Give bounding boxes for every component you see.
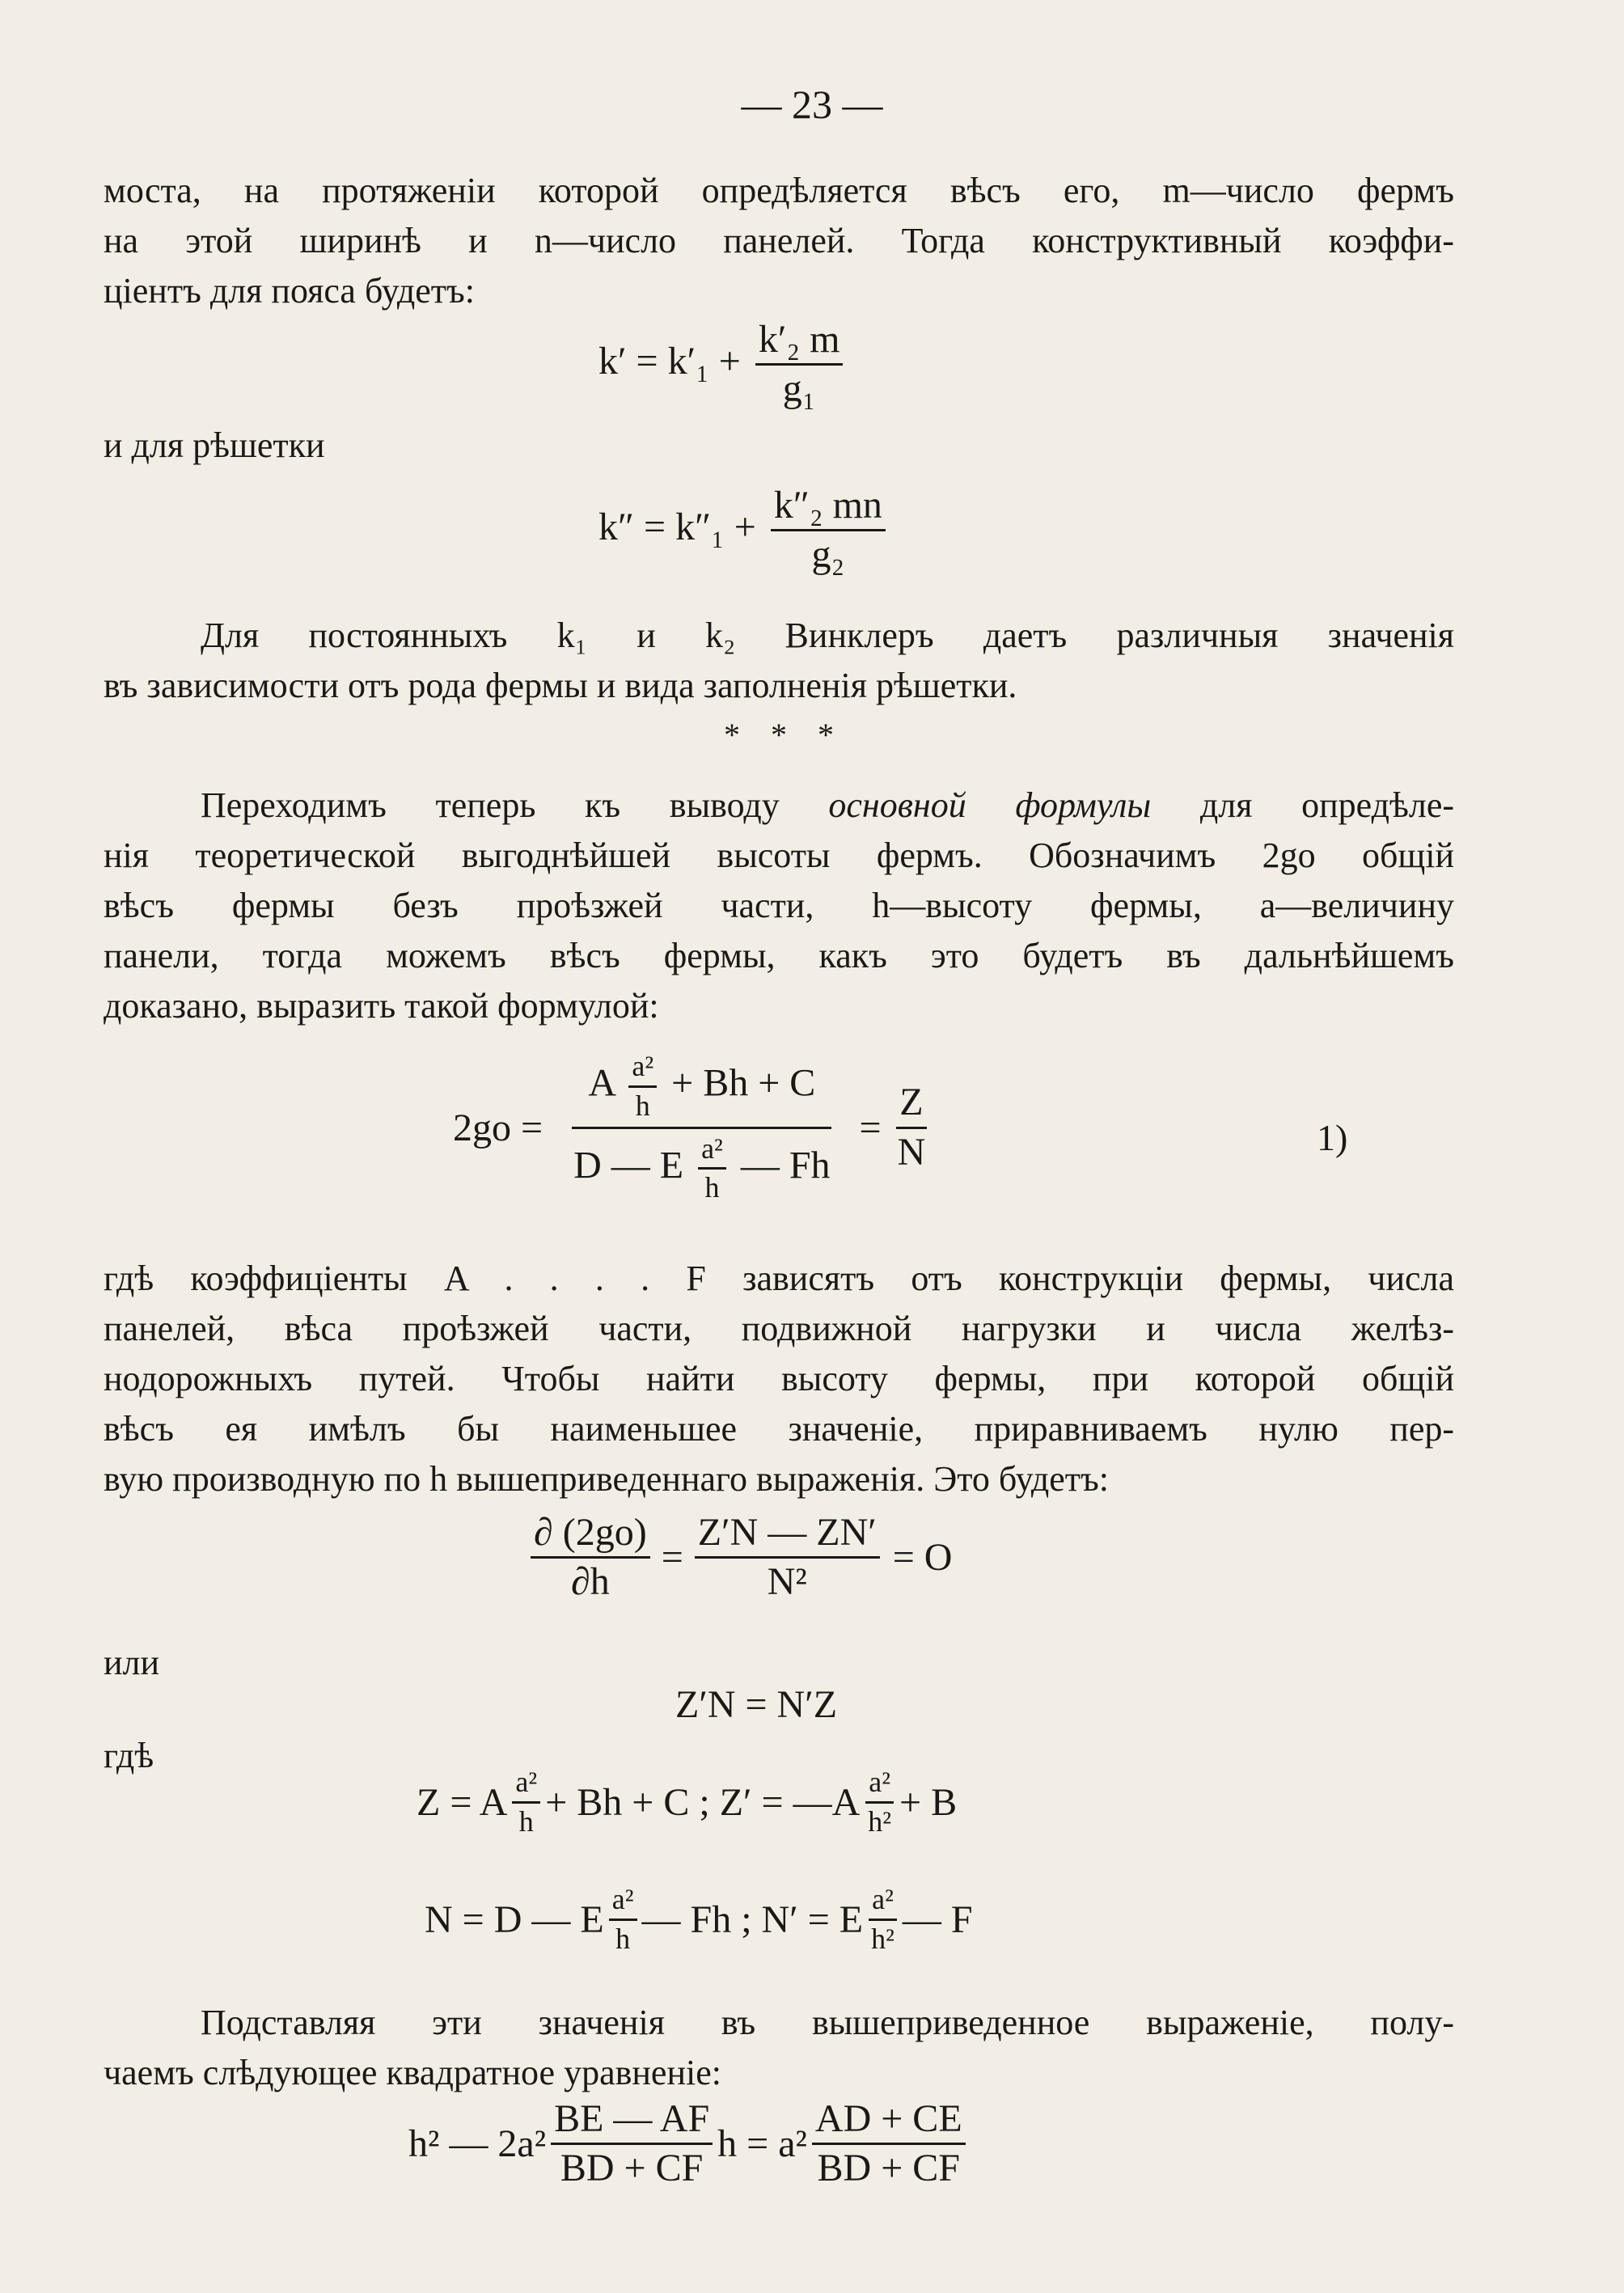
- text-line: панелей, вѣса проѣзжей части, подвижной нагрузки и числа желѣз-: [104, 1309, 1454, 1348]
- text-line: вѣсъ фермы безъ проѣзжей части, h—высоту фермы, a—величину: [104, 886, 1454, 925]
- fraction: $\frac{\text{a²}}{h}$: [512, 1767, 540, 1838]
- text-line: моста, на протяженіи которой опредѣляется вѣсъ его, m—число фермъ: [104, 171, 1454, 210]
- text-line: на этой ширинѣ и n—число панелей. Тогда конструктивный коэффи-: [104, 221, 1454, 260]
- fraction-numerator: k′₂ m: [755, 319, 844, 366]
- italic-term: основной формулы: [828, 785, 1152, 825]
- text-line: вѣсъ ея имѣлъ бы наименьшее значеніе, приравниваемъ нулю пер-: [104, 1409, 1454, 1449]
- text-line: доказано, выразить такой формулой:: [104, 986, 659, 1026]
- section-separator: * * *: [724, 717, 845, 753]
- equation-quadratic: h² — 2a² $\frac{BE — AF}{BD + CF}$ h = a² $\frac{AD + CE}{BD + CF}$: [408, 2099, 971, 2189]
- equation-label: 1): [1317, 1117, 1348, 1158]
- text-line: гдѣ: [104, 1736, 154, 1775]
- equation-part: k′ = k′₁ +: [598, 339, 741, 383]
- text-line: Подставляя эти значенія въ вышеприведенное выраженіе, полу-: [201, 2003, 1454, 2042]
- equation-part: 2go =: [453, 1106, 543, 1149]
- fraction: [755, 319, 844, 410]
- fraction: $\frac{Z}{N}$: [897, 1081, 926, 1174]
- equation-part: k″ = k″₁ +: [598, 505, 756, 548]
- text-line: нодорожныхъ путей. Чтобы найти высоту фермы, при которой общій: [104, 1359, 1454, 1398]
- fraction: $\frac{\text{a²}}{h}$: [609, 1885, 637, 1955]
- equation-n: N = D — E $\frac{\text{a²}}{h}$ — Fh ; N′ = E $\frac{\text{a²}}{\text{h²}}$ — F: [425, 1883, 973, 1955]
- equation-zn: Z′N = N′Z: [675, 1683, 838, 1726]
- fraction: $\frac{\partial (2go)}{\partial h}$: [531, 1512, 650, 1603]
- text-line: или: [104, 1643, 160, 1682]
- equation-derivative: $\frac{\partial (2go)}{\partial h}$ = $\frac{Z'N — ZN'}{\text{N²}}$ = O: [526, 1512, 952, 1603]
- fraction: [771, 485, 886, 576]
- text-line: ціентъ для пояса будетъ:: [104, 271, 476, 311]
- fraction: A $\frac{\text{a²}}{h}$ + Bh + C D — E $\frac{\text{a²}}{h}$ — Fh: [573, 1050, 831, 1204]
- text-line: нія теоретической выгоднѣйшей высоты фермъ. Обозначимъ 2go общій: [104, 836, 1454, 875]
- text-line: и для рѣшетки: [104, 425, 325, 465]
- fraction: $\frac{\text{a²}}{\text{h²}}$: [865, 1767, 894, 1838]
- fraction: $\frac{Z'N — ZN'}{\text{N²}}$: [695, 1512, 880, 1603]
- fraction-denominator: g₂: [811, 533, 845, 577]
- text-line: Переходимъ теперь къ выводу основной формулы для опредѣле-: [201, 785, 1455, 825]
- equation-z: Z = A $\frac{\text{a²}}{h}$ + Bh + C ; Z′ = —A $\frac{\text{a²}}{\text{h²}}$ + B: [417, 1766, 958, 1838]
- fraction: $\frac{\text{a²}}{\text{h²}}$: [868, 1885, 898, 1955]
- page-number: — 23 —: [741, 82, 883, 127]
- equation-main: [453, 1051, 933, 1204]
- fraction-denominator: g₁: [782, 367, 816, 411]
- equation-part: =: [859, 1106, 882, 1149]
- text-line: въ зависимости отъ рода фермы и вида заполненія рѣшетки.: [104, 666, 1017, 705]
- text-line: панели, тогда можемъ вѣсъ фермы, какъ это будетъ въ дальнѣйшемъ: [104, 936, 1454, 975]
- fraction: $\frac{BE — AF}{BD + CF}$: [551, 2099, 713, 2189]
- text-line: Для постоянныхъ k₁ и k₂ Винклеръ даетъ различныя значенія: [201, 616, 1454, 655]
- fraction: $\frac{AD + CE}{BD + CF}$: [812, 2099, 966, 2189]
- text-line: гдѣ коэффиціенты A . . . . F зависятъ отъ конструкціи фермы, числа: [104, 1259, 1454, 1298]
- text-line: чаемъ слѣдующее квадратное уравненіе:: [104, 2053, 721, 2092]
- equation-k-prime: [598, 319, 848, 410]
- text-line: вую производную по h вышеприведеннаго выраженія. Это будетъ:: [104, 1459, 1109, 1499]
- fraction-numerator: k″₂ mn: [771, 485, 886, 531]
- equation-k-double-prime: [598, 485, 890, 576]
